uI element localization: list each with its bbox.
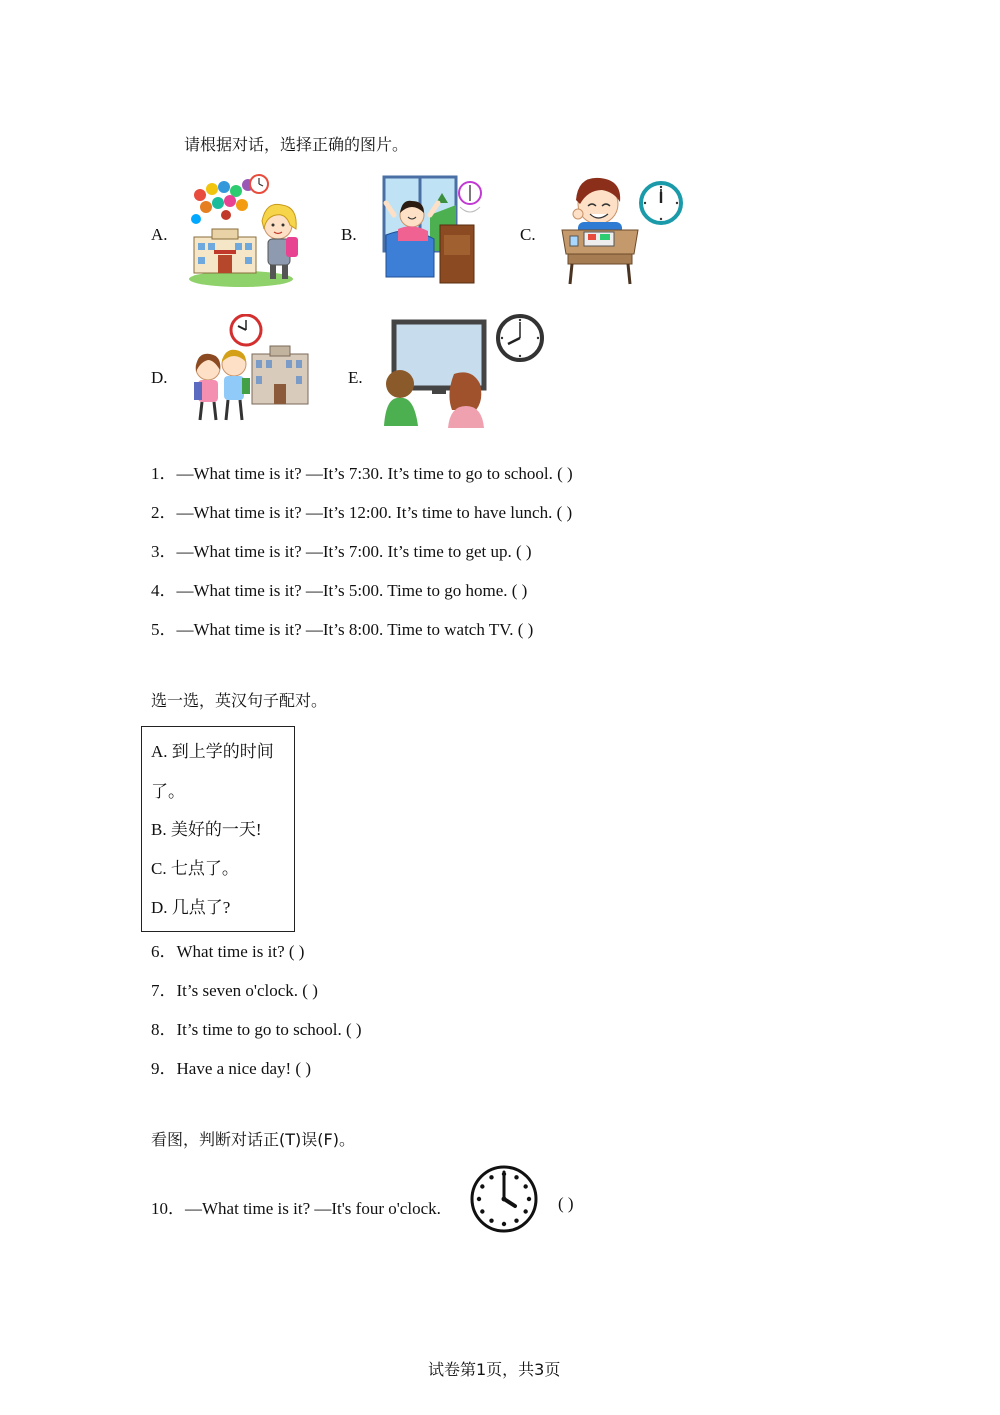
question-2: 2．—What time is it? —It’s 12:00. It’s time to have lunch. ( ) (151, 503, 573, 522)
option-c-label: C. (520, 225, 536, 244)
box-line-d: D. 几点了? (151, 898, 231, 917)
box-line-a: A. 到上学的时间 (151, 742, 274, 761)
question-1: 1．—What time is it? —It’s 7:30. It’s time to go to school. ( ) (151, 464, 573, 483)
option-b-label: B. (341, 225, 357, 244)
clock-four-oclock-icon (469, 1164, 539, 1234)
question-6: 6．What time is it? ( ) (151, 942, 305, 961)
box-line-b: B. 美好的一天! (151, 820, 262, 839)
boy-eating-lunch-picture (558, 170, 686, 288)
question-10: 10．—What time is it? —It's four o'clock. (151, 1199, 441, 1218)
option-e-label: E. (348, 368, 363, 387)
question-4: 4．—What time is it? —It’s 5:00. Time to go home. ( ) (151, 581, 528, 600)
question-8: 8．It’s time to go to school. ( ) (151, 1020, 362, 1039)
question-7: 7．It’s seven o'clock. ( ) (151, 981, 318, 1000)
option-d-label: D. (151, 368, 168, 387)
kids-watching-tv-picture (380, 314, 548, 432)
section-1-title: 请根据对话，选择正确的图片。 (184, 135, 409, 154)
page-footer: 试卷第1页，共3页 (428, 1360, 561, 1379)
question-5: 5．—What time is it? —It’s 8:00. Time to watch TV. ( ) (151, 620, 534, 639)
question-9: 9．Have a nice day! ( ) (151, 1059, 312, 1078)
option-a-label: A. (151, 225, 168, 244)
girl-waking-up-picture (380, 175, 486, 285)
section-2-title: 选一选，英汉句子配对。 (151, 691, 328, 710)
question-3: 3．—What time is it? —It’s 7:00. It’s time to get up. ( ) (151, 542, 532, 561)
kids-going-home-picture (188, 314, 312, 428)
section-3-title: 看图，判断对话正(T)误(F)。 (151, 1130, 355, 1149)
box-line-c: C. 七点了。 (151, 859, 239, 878)
question-10-answer-blank: ( ) (558, 1194, 574, 1213)
box-line-a-cont: 了。 (151, 782, 185, 801)
school-balloons-girl-picture (186, 173, 308, 291)
